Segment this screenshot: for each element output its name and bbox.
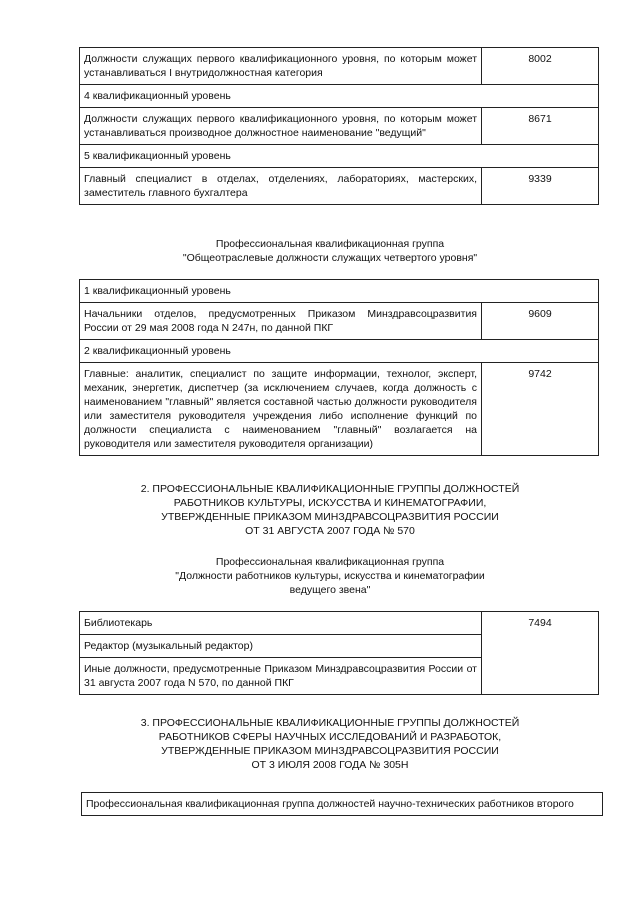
heading-line: Профессиональная квалификационная группа <box>215 556 445 568</box>
table-row <box>80 340 599 363</box>
group-heading-2 <box>60 555 600 597</box>
position-cell: Должности служащих первого квалификационного уровня, по которым может устанавливаться производное должностное наименование "ведущий" <box>80 108 482 145</box>
table-row <box>80 85 599 108</box>
heading-line: УТВЕРЖДЕННЫЕ ПРИКАЗОМ МИНЗДРАВСОЦРАЗВИТИЯ РОССИИ <box>161 511 499 523</box>
salary-table-3 <box>79 611 599 695</box>
heading-line: УТВЕРЖДЕННЫЕ ПРИКАЗОМ МИНЗДРАВСОЦРАЗВИТИЯ РОССИИ <box>161 745 499 757</box>
heading-line: 3. ПРОФЕССИОНАЛЬНЫЕ КВАЛИФИКАЦИОННЫЕ ГРУППЫ ДОЛЖНОСТЕЙ <box>140 717 520 729</box>
section-2-heading <box>60 482 600 538</box>
group-title-box: Профессиональная квалификационная группа должностей научно-технических работников второго <box>81 792 603 816</box>
table-row <box>80 145 599 168</box>
heading-line: РАБОТНИКОВ КУЛЬТУРЫ, ИСКУССТВА И КИНЕМАТОГРАФИИ, <box>173 497 487 509</box>
position-cell: Должности служащих первого квалификационного уровня, по которым может устанавливаться I внутридолжностная категория <box>80 48 482 85</box>
table-row <box>80 108 599 145</box>
salary-cell: 9609 <box>482 303 599 340</box>
position-cell: Главные: аналитик, специалист по защите информации, технолог, эксперт, механик, энергетик, диспетчер (за исключением случаев, когда должность с наименованием "главный" является составной частью должности руководителя или заместителя руководителя учреждения либо исполнение функций по должности специалиста с наименованием "главный" возлагается на руководителя или заместителя руководителя организации) <box>80 363 482 456</box>
qualification-level-header: 5 квалификационный уровень <box>80 145 599 168</box>
salary-cell: 7494 <box>482 612 599 695</box>
salary-cell: 8002 <box>482 48 599 85</box>
section-3-heading <box>60 716 600 772</box>
position-cell: Редактор (музыкальный редактор) <box>80 635 482 658</box>
table-row <box>80 303 599 340</box>
table-row <box>80 48 599 85</box>
table-row <box>80 612 599 635</box>
qualification-level-header: 2 квалификационный уровень <box>80 340 599 363</box>
qualification-level-header: 1 квалификационный уровень <box>80 280 599 303</box>
salary-cell: 9339 <box>482 168 599 205</box>
qualification-level-header: 4 квалификационный уровень <box>80 85 599 108</box>
position-cell: Начальники отделов, предусмотренных Приказом Минздравсоцразвития России от 29 мая 2008 года N 247н, по данной ПКГ <box>80 303 482 340</box>
salary-cell: 8671 <box>482 108 599 145</box>
heading-line: "Общеотраслевые должности служащих четвертого уровня" <box>182 252 478 264</box>
heading-line: ведущего звена" <box>289 584 371 596</box>
position-cell: Главный специалист в отделах, отделениях, лабораториях, мастерских, заместитель главного бухгалтера <box>80 168 482 205</box>
group-heading-1 <box>60 237 600 265</box>
position-cell: Иные должности, предусмотренные Приказом Минздравсоцразвития России от 31 августа 2007 года N 570, по данной ПКГ <box>80 658 482 695</box>
salary-cell: 9742 <box>482 363 599 456</box>
table-row <box>80 280 599 303</box>
heading-line: 2. ПРОФЕССИОНАЛЬНЫЕ КВАЛИФИКАЦИОННЫЕ ГРУППЫ ДОЛЖНОСТЕЙ <box>140 483 520 495</box>
heading-line: ОТ 31 АВГУСТА 2007 ГОДА № 570 <box>245 525 415 537</box>
heading-line: РАБОТНИКОВ СФЕРЫ НАУЧНЫХ ИССЛЕДОВАНИЙ И РАЗРАБОТОК, <box>158 731 502 743</box>
salary-table-1 <box>79 47 599 205</box>
heading-line: "Должности работников культуры, искусства и кинематографии <box>175 570 485 582</box>
table-row <box>80 363 599 456</box>
table-row <box>80 168 599 205</box>
heading-line: Профессиональная квалификационная группа <box>215 238 445 250</box>
position-cell: Библиотекарь <box>80 612 482 635</box>
salary-table-2 <box>79 279 599 456</box>
heading-line: ОТ 3 ИЮЛЯ 2008 ГОДА № 305Н <box>251 759 409 771</box>
